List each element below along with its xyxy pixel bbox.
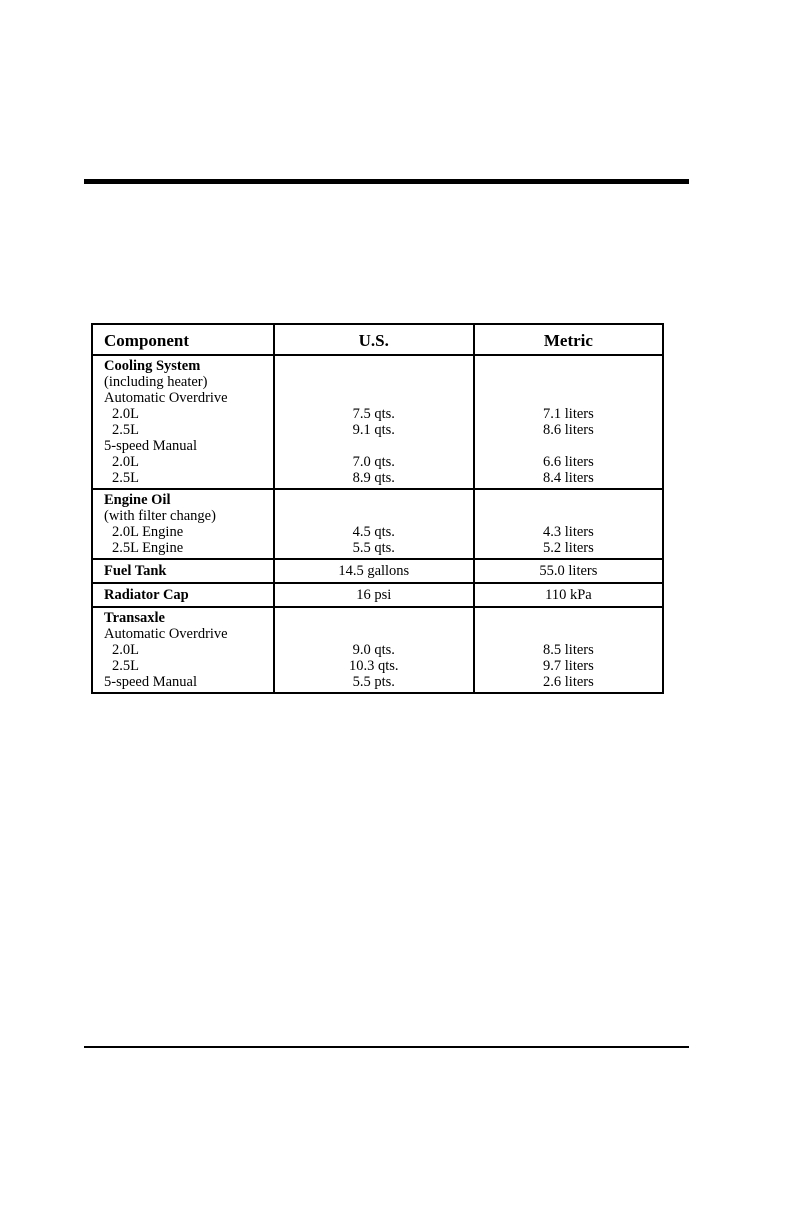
bottom-rule [84,1046,689,1048]
us-value [275,626,473,642]
metric-value: 4.3 liters [543,524,594,540]
metric-value: 110 kPa [545,587,592,603]
metric-value: 9.7 liters [543,658,594,674]
component-label: 2.0L [112,642,139,658]
component-label: (including heater) [104,374,208,390]
component-label: (with filter change) [104,508,216,524]
us-value-cell [274,559,474,583]
metric-value [475,492,662,508]
us-value: 8.9 qts. [352,470,395,486]
metric-value [475,610,662,626]
metric-value: 8.4 liters [543,470,594,486]
component-cell [92,559,274,583]
component-label: Automatic Overdrive [104,390,228,406]
us-value-cell [274,489,474,559]
us-value [275,610,473,626]
component-cell [92,355,274,489]
column-header-metric: Metric [474,324,663,355]
component-label: Transaxle [104,610,165,626]
metric-value: 8.6 liters [543,422,594,438]
us-value: 7.5 qts. [352,406,395,422]
metric-value [475,374,662,390]
component-label: 2.5L Engine [112,540,184,556]
us-value: 14.5 gallons [338,563,410,579]
component-label: 2.5L [112,422,139,438]
metric-value-cell [474,489,663,559]
table-row [92,355,663,489]
component-label: 2.5L [112,470,139,486]
metric-value: 6.6 liters [543,454,594,470]
table-row [92,607,663,693]
component-label: Automatic Overdrive [104,626,228,642]
us-value-cell [274,355,474,489]
component-label: Radiator Cap [104,587,189,603]
us-value-cell [274,583,474,607]
component-cell [92,583,274,607]
us-value [275,358,473,374]
table-row [92,489,663,559]
us-value-cell [274,607,474,693]
metric-value: 55.0 liters [539,563,598,579]
component-label: Fuel Tank [104,563,167,579]
component-cell [92,489,274,559]
metric-value: 5.2 liters [543,540,594,556]
component-label: 2.5L [112,658,139,674]
metric-value [475,626,662,642]
metric-value: 7.1 liters [543,406,594,422]
component-label: Cooling System [104,358,201,374]
metric-value: 2.6 liters [543,674,594,690]
component-cell [92,607,274,693]
us-value: 16 psi [356,587,392,603]
metric-value [475,438,662,454]
column-header-us: U.S. [274,324,474,355]
table-row [92,559,663,583]
component-label: Engine Oil [104,492,171,508]
table-row [92,583,663,607]
metric-value [475,390,662,406]
component-label: 2.0L [112,454,139,470]
component-label: 2.0L Engine [112,524,184,540]
top-rule [84,179,689,184]
metric-value-cell [474,559,663,583]
metric-value [475,358,662,374]
us-value: 10.3 qts. [348,658,399,674]
header-row [92,324,663,355]
metric-value-cell [474,607,663,693]
us-value: 9.1 qts. [352,422,395,438]
metric-value-cell [474,583,663,607]
us-value: 7.0 qts. [352,454,395,470]
us-value [275,438,473,454]
us-value [275,492,473,508]
column-header-component: Component [92,324,274,355]
us-value: 5.5 qts. [352,540,395,556]
us-value [275,508,473,524]
us-value [275,374,473,390]
table-body [92,355,663,693]
us-value [275,390,473,406]
component-label: 5-speed Manual [104,438,198,454]
capacities-table [91,323,664,694]
us-value: 5.5 pts. [352,674,395,690]
metric-value-cell [474,355,663,489]
component-label: 5-speed Manual [104,674,198,690]
us-value: 4.5 qts. [352,524,395,540]
metric-value: 8.5 liters [543,642,594,658]
us-value: 9.0 qts. [352,642,395,658]
metric-value [475,508,662,524]
component-label: 2.0L [112,406,139,422]
table-header [92,324,663,355]
